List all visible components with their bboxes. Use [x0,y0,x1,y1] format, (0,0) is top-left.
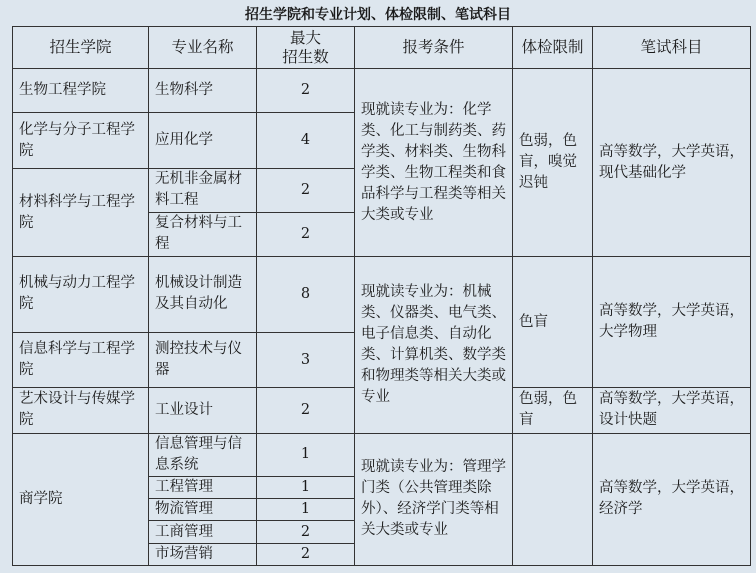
major-cell: 市场营销 [149,543,257,565]
college-cell: 信息科学与工程学院 [13,332,149,388]
count-cell: 2 [257,521,355,543]
count-cell: 3 [257,332,355,388]
major-cell: 无机非金属材料工程 [149,169,257,212]
exam-cell: 高等数学，大学英语，大学物理 [593,257,751,388]
major-cell: 物流管理 [149,499,257,521]
count-cell: 2 [257,543,355,565]
major-cell: 生物科学 [149,69,257,112]
header-major: 专业名称 [149,27,257,69]
table-title: 招生学院和专业计划、体检限制、笔试科目 [245,7,511,23]
condition-cell: 现就读专业为：管理学门类（公共管理类除外）、经济学门类等相关大类或专业 [355,433,513,565]
count-cell: 2 [257,169,355,212]
major-cell: 机械设计制造及其自动化 [149,257,257,333]
header-exam: 笔试科目 [593,27,751,69]
count-cell: 1 [257,433,355,476]
medical-cell [513,433,593,565]
major-cell: 复合材料与工程 [149,212,257,256]
condition-cell: 现就读专业为：化学类、化工与制药类、药学类、材料类、生物科学类、生物工程类和食品科学与工程类等相关大类或专业 [355,69,513,257]
header-college: 招生学院 [13,27,149,69]
table-row [13,433,751,476]
major-cell: 工程管理 [149,477,257,499]
medical-cell: 色盲 [513,257,593,388]
exam-cell: 高等数学，大学英语，设计快题 [593,388,751,433]
header-condition: 报考条件 [355,27,513,69]
count-cell: 8 [257,257,355,333]
header-max-count: 最大 招生数 [257,27,355,69]
medical-cell: 色弱，色盲，嗅觉迟钝 [513,69,593,257]
major-cell: 应用化学 [149,112,257,169]
medical-cell: 色弱，色盲 [513,388,593,433]
college-cell: 材料科学与工程学院 [13,169,149,257]
major-cell: 信息管理与信息系统 [149,433,257,476]
exam-cell: 高等数学，大学英语，现代基础化学 [593,69,751,257]
count-cell: 1 [257,477,355,499]
table-row [13,69,751,112]
count-cell: 4 [257,112,355,169]
college-cell: 艺术设计与传媒学院 [13,388,149,433]
condition-cell: 现就读专业为：机械类、仪器类、电气类、电子信息类、自动化类、计算机类、数学类和物理类等相关大类或专业 [355,257,513,434]
college-cell: 商学院 [13,433,149,565]
count-cell: 2 [257,69,355,112]
header-row [13,27,751,69]
count-cell: 2 [257,388,355,433]
college-cell: 机械与动力工程学院 [13,257,149,333]
major-cell: 工商管理 [149,521,257,543]
count-cell: 1 [257,499,355,521]
college-cell: 化学与分子工程学院 [13,112,149,169]
major-cell: 工业设计 [149,388,257,433]
exam-cell: 高等数学，大学英语，经济学 [593,433,751,565]
table-row [13,257,751,333]
major-cell: 测控技术与仪器 [149,332,257,388]
college-cell: 生物工程学院 [13,69,149,112]
plan-table [12,26,751,566]
header-medical: 体检限制 [513,27,593,69]
count-cell: 2 [257,212,355,256]
